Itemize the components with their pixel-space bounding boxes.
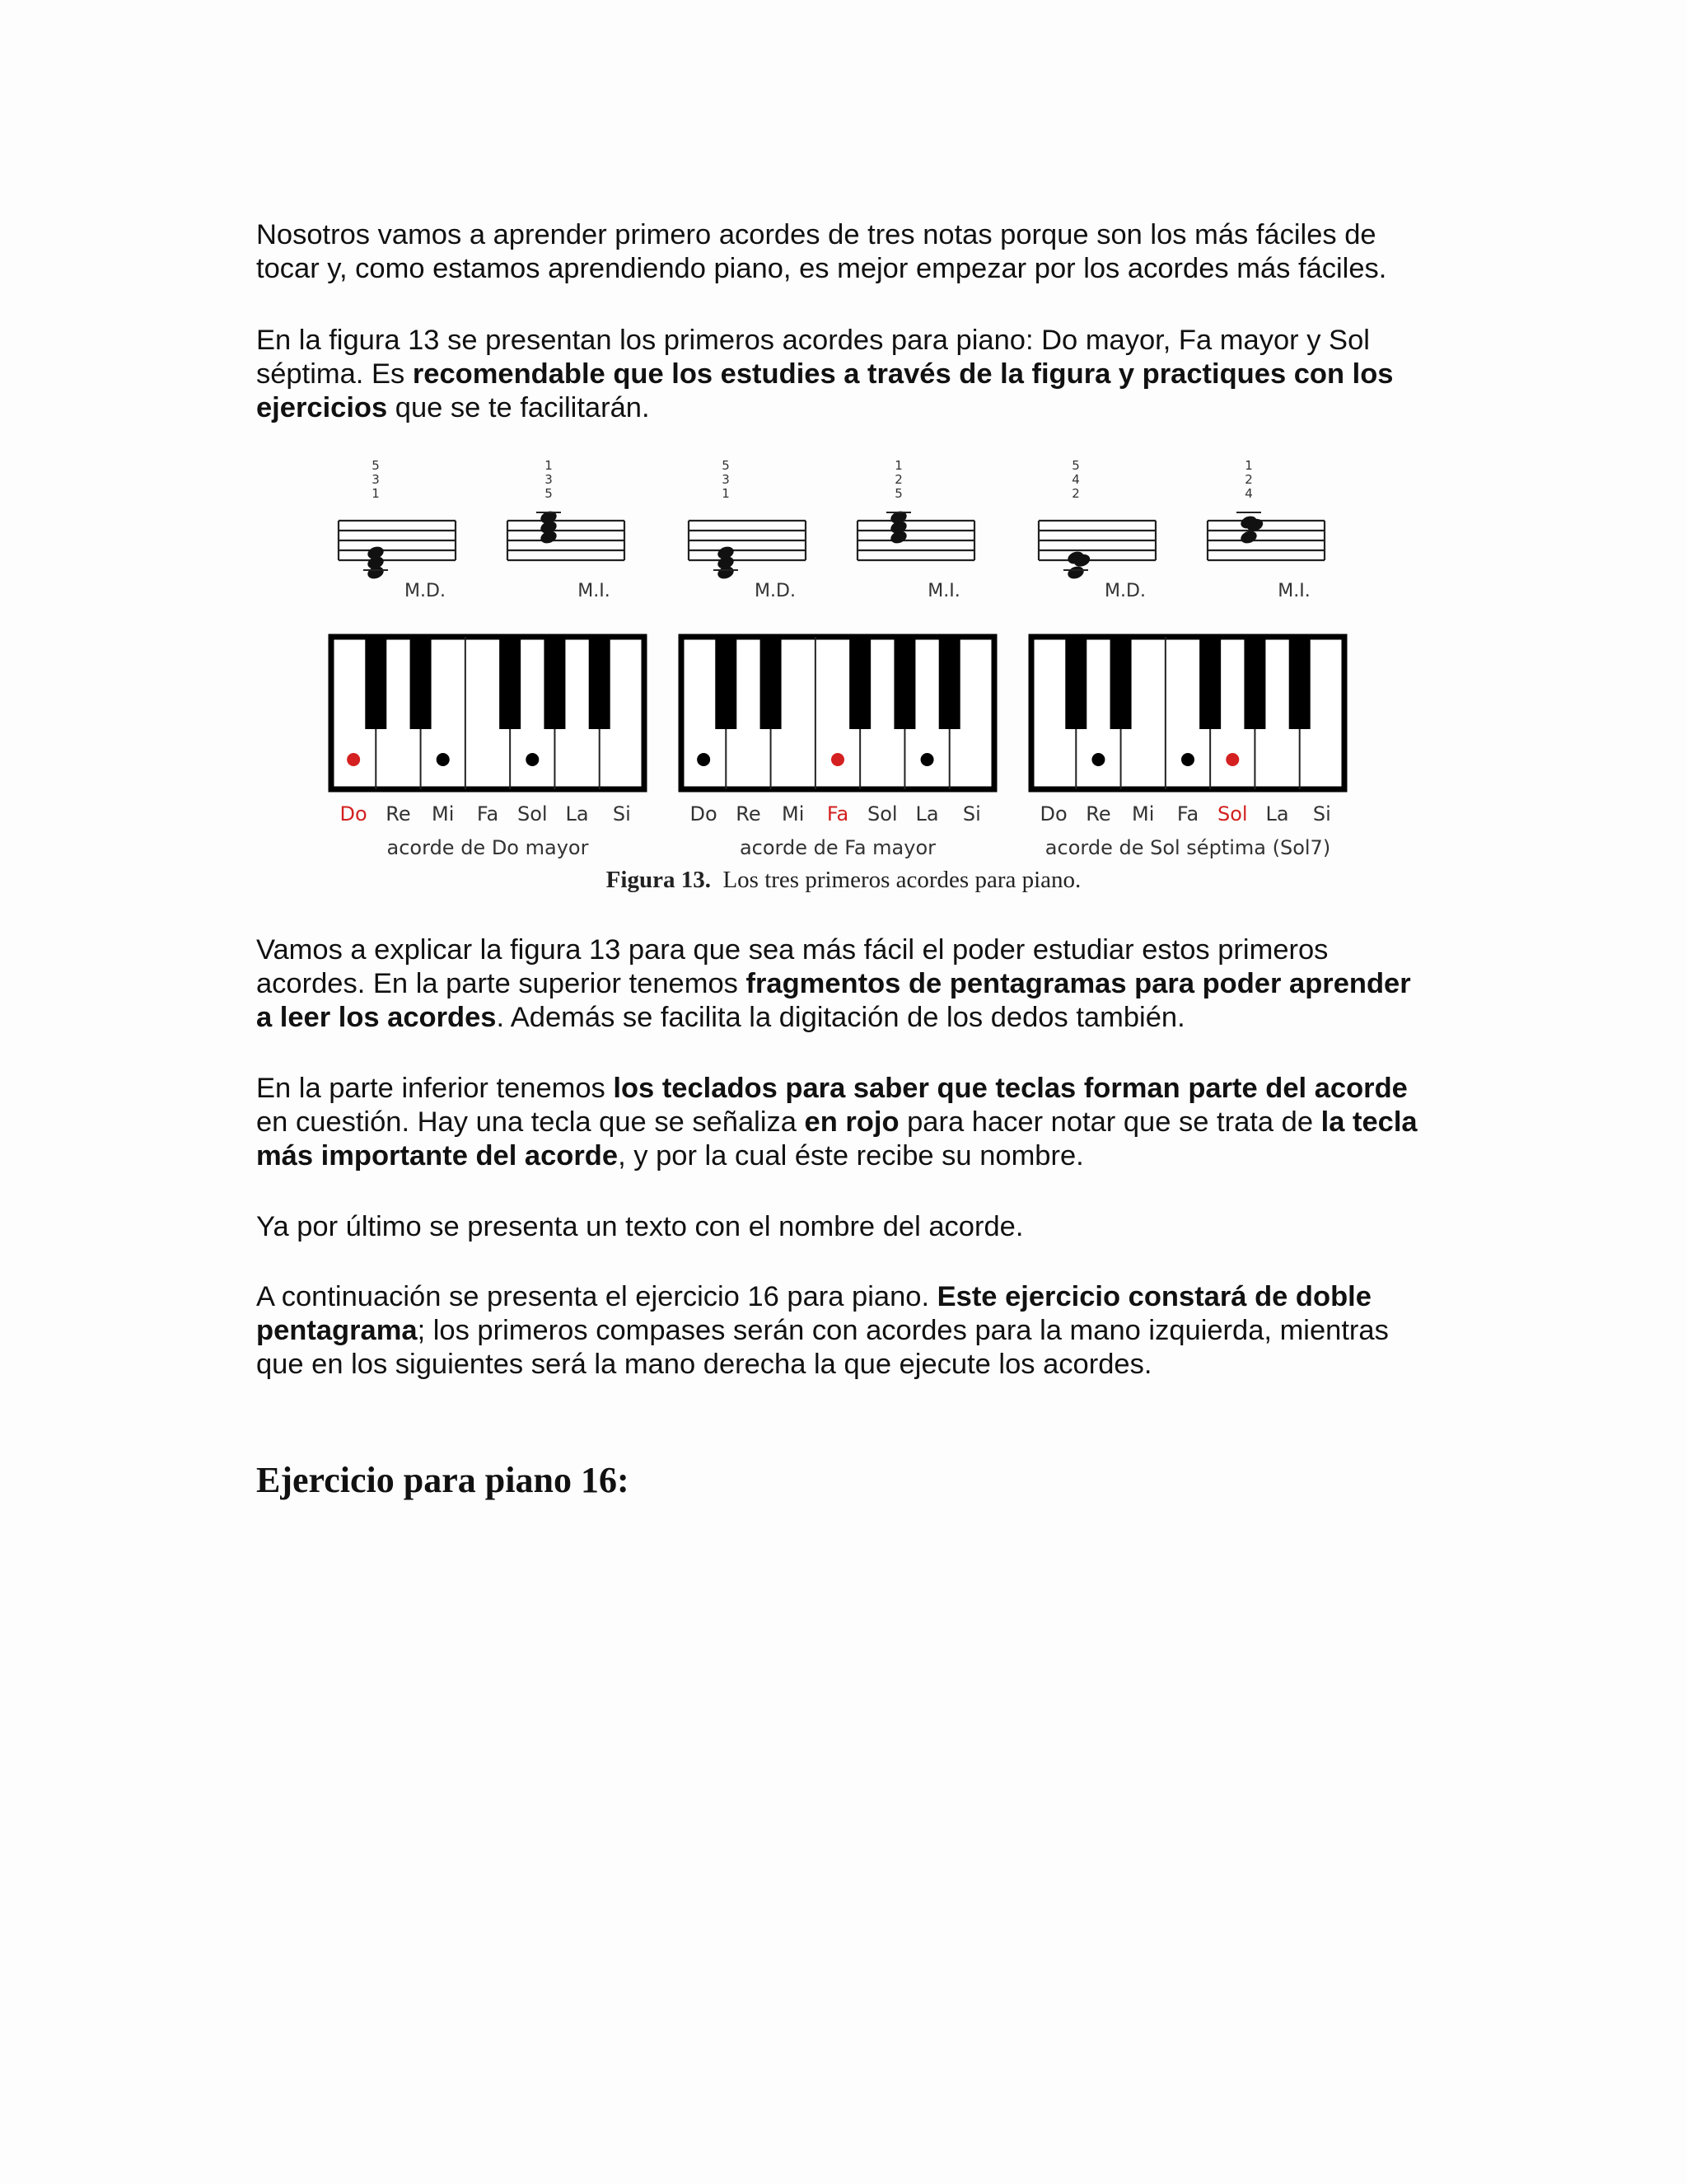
paragraph-keyboards <box>256 1072 1434 1173</box>
hand-label-right: M.D. <box>404 581 446 601</box>
chord-name-label: acorde de Fa mayor <box>739 836 937 859</box>
chord-key-dot <box>1226 753 1239 766</box>
chord-name-label: acorde de Do mayor <box>386 836 589 859</box>
paragraph-bold: la tecla más importante del acorde <box>256 1106 1418 1172</box>
paragraph-text: En la figura 13 se presentan los primeros acordes para piano: Do mayor, Fa mayor y Sol séptima. Es <box>256 325 1370 390</box>
chord-key-dot <box>347 753 360 766</box>
chord-key-dot <box>1181 753 1194 766</box>
chord-name-label: acorde de Sol séptima (Sol7) <box>1044 836 1331 859</box>
chord-key-dot <box>921 753 934 766</box>
chord-key-dot <box>526 753 539 766</box>
paragraph-text: . Además se facilita la digitación de los dedos también. <box>496 1002 1185 1033</box>
black-key <box>499 637 521 729</box>
note-name-label: Do <box>689 802 717 825</box>
paragraph-bold: fragmentos de pentagramas para poder aprender a leer los acordes <box>256 968 1411 1033</box>
note-name-label: Si <box>962 802 981 825</box>
fingering-number: 2 <box>1072 486 1080 501</box>
fingering-number: 3 <box>722 472 730 487</box>
note-name-label: Sol <box>516 802 548 825</box>
chord-note <box>1066 564 1086 581</box>
fingering-number: 2 <box>1245 472 1253 487</box>
chord-key-dot <box>697 753 710 766</box>
note-name-label: Fa <box>826 802 849 825</box>
paragraph-bold: recomendable que los estudies a través de la figura y practiques con los ejercicios <box>256 358 1394 423</box>
paragraph-bold: en rojo <box>804 1106 900 1138</box>
hand-label-left: M.I. <box>577 581 610 601</box>
note-name-label: La <box>565 802 589 825</box>
note-name-label: Sol <box>867 802 898 825</box>
paragraph-bold: los teclados para saber que teclas forman parte del acorde <box>613 1073 1408 1104</box>
note-name-label: Do <box>339 802 367 825</box>
fingering-number: 1 <box>1245 458 1253 473</box>
paragraph-text: ; los primeros compases serán con acordes para la mano izquierda, mientras que en los siguientes será la mano derecha la que ejecute los acordes. <box>256 1315 1389 1380</box>
black-key <box>1065 637 1087 729</box>
fingering-number: 5 <box>722 458 730 473</box>
hand-label-right: M.D. <box>1105 581 1146 601</box>
hand-label-right: M.D. <box>755 581 796 601</box>
black-key <box>1199 637 1221 729</box>
note-name-label: Sol <box>1217 802 1248 825</box>
paragraph-text: , y por la cual éste recibe su nombre. <box>618 1140 1084 1172</box>
note-name-label: La <box>1265 802 1289 825</box>
black-key <box>760 637 782 729</box>
figure-caption <box>0 867 1687 894</box>
paragraph-chord-name <box>256 1210 1434 1244</box>
paragraph-figure-intro <box>256 324 1434 425</box>
black-key <box>939 637 960 729</box>
black-key <box>1289 637 1311 729</box>
fingering-number: 3 <box>544 472 553 487</box>
fingering-number: 1 <box>722 486 730 501</box>
paragraph-figure-explanation <box>256 933 1434 1035</box>
black-key <box>365 637 386 729</box>
black-key <box>589 637 610 729</box>
black-key <box>410 637 432 729</box>
paragraph-exercise <box>256 1280 1434 1382</box>
chord-figure <box>321 453 1367 914</box>
paragraph-text: Ya por último se presenta un texto con el nombre del acorde. <box>256 1211 1024 1242</box>
black-key <box>544 637 565 729</box>
note-name-label: La <box>915 802 939 825</box>
black-key <box>1244 637 1265 729</box>
paragraph-text: que se te facilitarán. <box>387 392 650 423</box>
chord-key-dot <box>831 753 844 766</box>
fingering-number: 5 <box>895 486 903 501</box>
note-name-label: Mi <box>782 802 805 825</box>
chord-key-dot <box>1091 753 1105 766</box>
hand-label-left: M.I. <box>1278 581 1311 601</box>
hand-label-left: M.I. <box>928 581 960 601</box>
note-name-label: Si <box>1312 802 1331 825</box>
fingering-number: 4 <box>1072 472 1080 487</box>
paragraph-text: A continuación se presenta el ejercicio 16 para piano. <box>256 1281 937 1312</box>
paragraph-text: Vamos a explicar la figura 13 para que sea más fácil el poder estudiar estos primeros acordes. En la parte superior tenemos <box>256 934 1329 999</box>
caption-label: Figura 13. <box>605 867 711 893</box>
fingering-number: 1 <box>895 458 903 473</box>
fingering-number: 2 <box>895 472 903 487</box>
fingering-number: 1 <box>372 486 380 501</box>
black-key <box>894 637 915 729</box>
fingering-number: 5 <box>1072 458 1080 473</box>
black-key <box>1110 637 1132 729</box>
caption-text: Los tres primeros acordes para piano. <box>722 867 1082 893</box>
paragraph-text: en cuestión. Hay una tecla que se señaliza <box>256 1106 805 1138</box>
paragraph-bold: Este ejercicio constará de doble pentagrama <box>256 1281 1372 1346</box>
paragraph-text: En la parte inferior tenemos <box>256 1073 614 1104</box>
fingering-number: 5 <box>544 486 553 501</box>
chord-key-dot <box>437 753 450 766</box>
note-name-label: Fa <box>476 802 499 825</box>
black-key <box>849 637 871 729</box>
note-name-label: Mi <box>432 802 455 825</box>
exercise-heading: Ejercicio para piano 16: <box>256 1460 629 1500</box>
fingering-number: 4 <box>1245 486 1253 501</box>
note-name-label: Fa <box>1176 802 1199 825</box>
note-name-label: Do <box>1040 802 1068 825</box>
fingering-number: 5 <box>372 458 380 473</box>
black-key <box>715 637 736 729</box>
fingering-number: 3 <box>372 472 380 487</box>
paragraph-text: Nosotros vamos a aprender primero acordes de tres notas porque son los más fáciles de tocar y, como estamos aprendiendo piano, es mejor empezar por los acordes más fáciles. <box>256 219 1387 284</box>
note-name-label: Si <box>612 802 631 825</box>
fingering-number: 1 <box>544 458 553 473</box>
note-name-label: Mi <box>1132 802 1155 825</box>
note-name-label: Re <box>736 802 761 825</box>
paragraph-intro <box>256 218 1434 286</box>
paragraph-text: para hacer notar que se trata de <box>899 1106 1321 1138</box>
note-name-label: Re <box>1086 802 1111 825</box>
note-name-label: Re <box>386 802 411 825</box>
